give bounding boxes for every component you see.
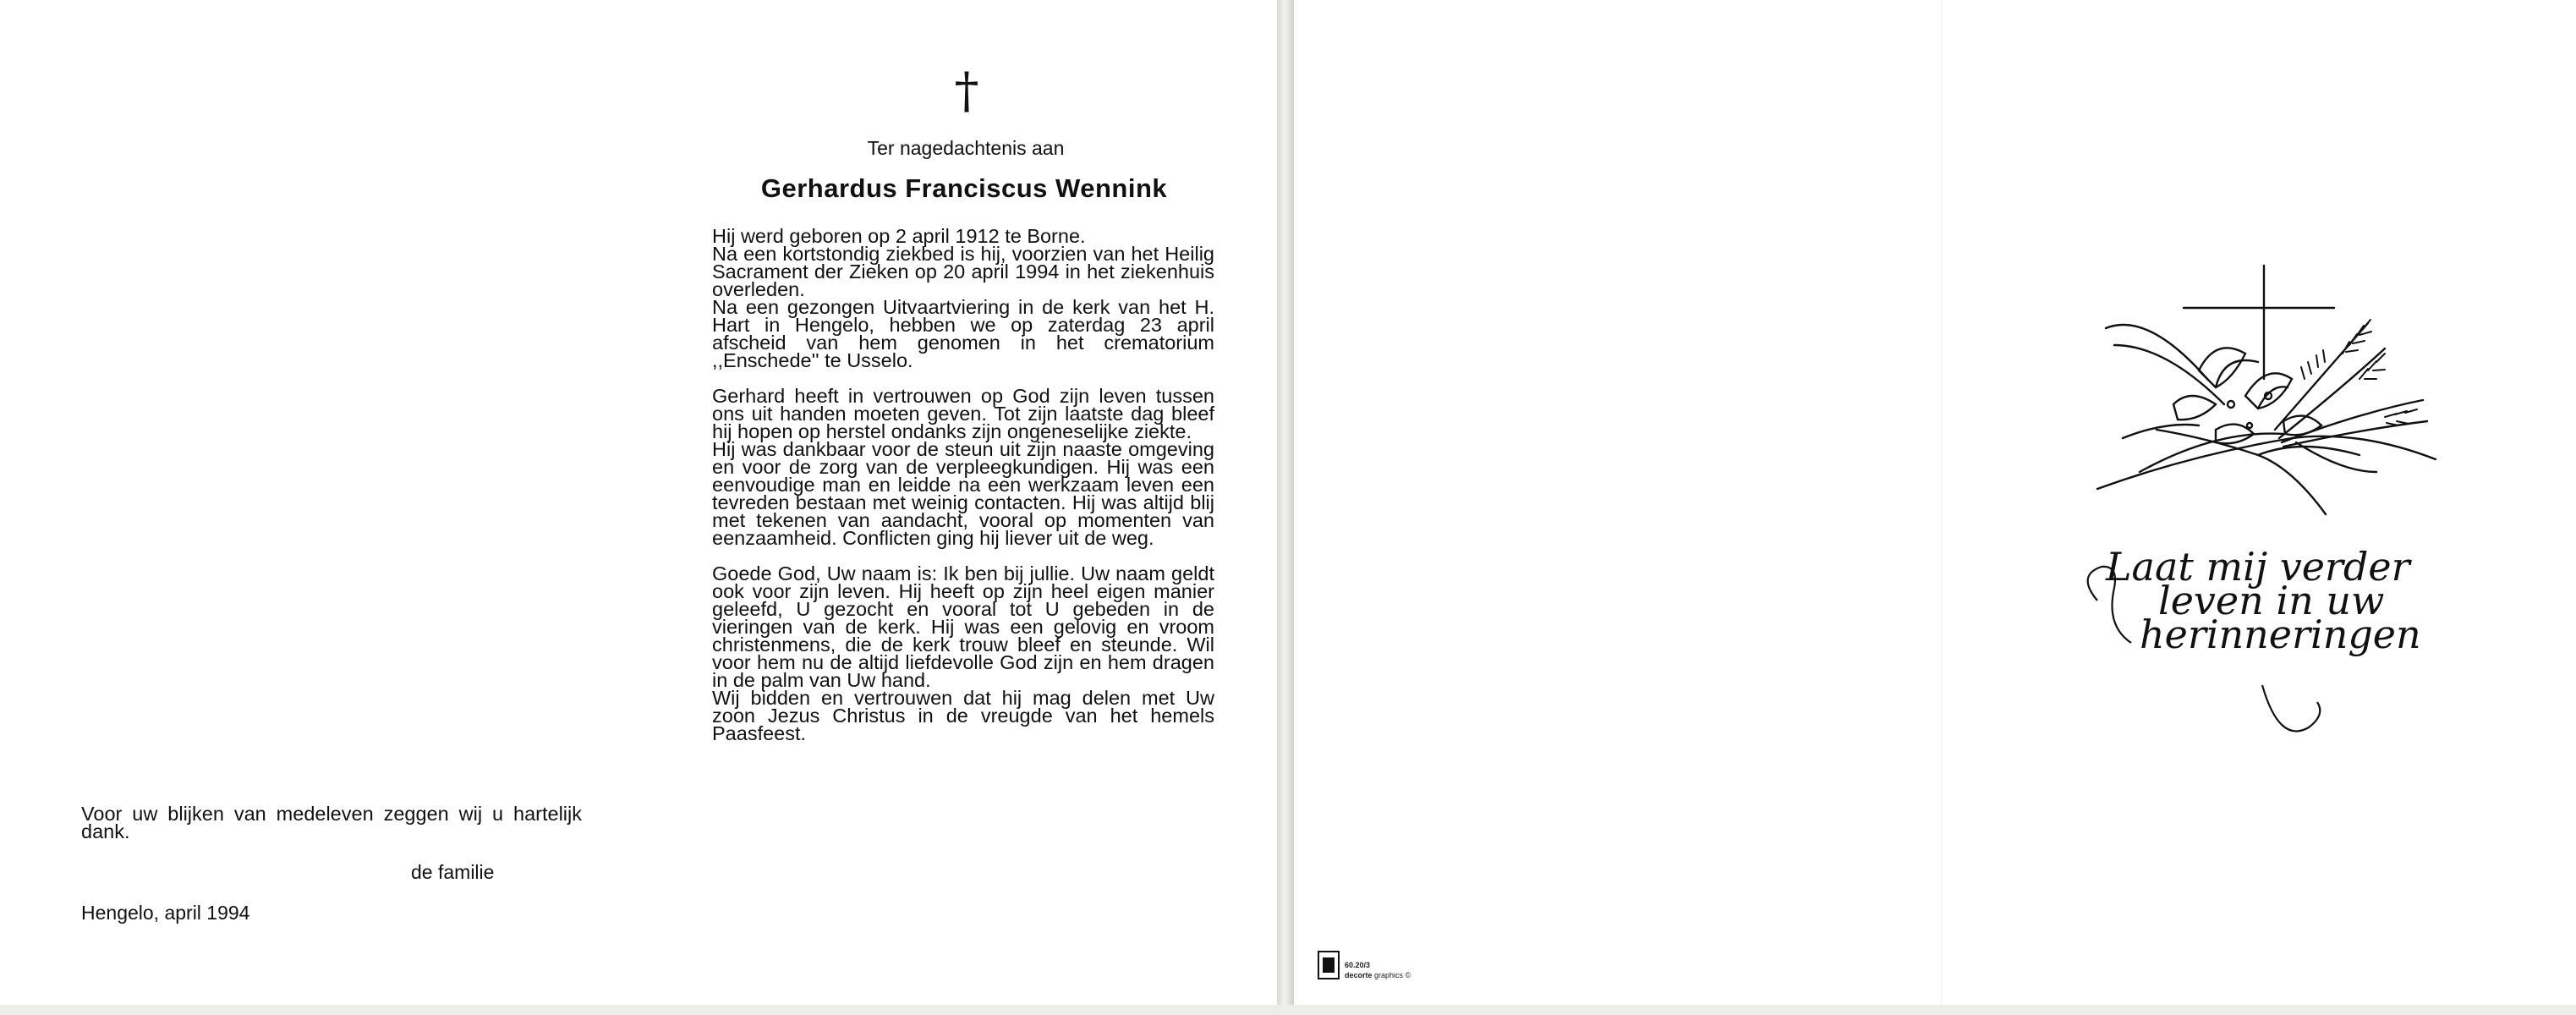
scan-bottom-edge <box>0 1005 2576 1015</box>
family-signature: de familie <box>411 861 495 883</box>
text-line: Na een kortstondig ziekbed is hij, voorzien van het Heilig Sacrament der Zieken op 20 april 1994 in het ziekenhuis overleden. <box>712 243 1214 300</box>
in-memory-heading: Ter nagedachtenis aan <box>867 137 1065 159</box>
deceased-name: Gerhardus Franciscus Wennink <box>760 173 1168 203</box>
left-card <box>0 0 1277 1005</box>
publisher-name <box>1345 971 1411 979</box>
paragraph-prayer <box>712 562 1214 744</box>
paragraph-biography <box>712 225 1214 371</box>
publisher-code: 60.20/3 <box>1345 961 1371 969</box>
text-line: Na een gezongen Uitvaartviering in de kerk van het H. Hart in Hengelo, hebben we op zaterdag 23 april afscheid van hem genomen in het crematorium ,,Enschede'' te Usselo. <box>712 296 1214 371</box>
publisher-suffix: graphics © <box>1374 971 1411 979</box>
text-line: Gerhard heeft in vertrouwen op God zijn leven tussen ons uit handen moeten geven. Tot zijn laatste dag bleef hij hopen op herstel ondanks zijn ongeneselijke ziekte. <box>712 385 1214 442</box>
text-line: Wij bidden en vertrouwen dat hij mag delen met Uw zoon Jezus Christus in de vreugde van het hemels Paasfeest. <box>712 687 1214 744</box>
place-date: Hengelo, april 1994 <box>81 902 250 924</box>
verse-line: leven in uw <box>2158 578 2385 623</box>
text-line: Hij werd geboren op 2 april 1912 te Borne. <box>712 225 1086 247</box>
thanks-note: Voor uw blijken van medeleven zeggen wij u hartelijk dank. <box>81 803 582 842</box>
fold-line <box>1941 0 1942 1005</box>
publisher-logo-icon <box>1318 951 1340 979</box>
calligraphy-flourish <box>2080 544 2436 753</box>
publisher-brand: decorte <box>1345 971 1373 979</box>
verse-line: herinneringen <box>2140 612 2421 657</box>
calligraphy-verse <box>2080 544 2436 657</box>
text-line: Goede God, Uw naam is: Ik ben bij jullie. Uw naam geldt ook voor zijn leven. Hij heeft op zijn heel eigen manier geleefd, U gezocht en vooral tot U gebeden in de vieringen van de kerk. Hij was een gelovig en vroom christenmens, die de kerk trouw bleef en steunde. Wil voor hem nu de altijd liefdevolle God zijn en hem dragen in de palm van Uw hand. <box>712 562 1214 691</box>
card-fold-gutter <box>1277 0 1294 1015</box>
memorial-text <box>712 225 1214 760</box>
paragraph-character <box>712 387 1214 547</box>
text-line: Hij was dankbaar voor de steun uit zijn naaste omgeving en voor de zorg van de verpleegkundigen. Hij was een eenvoudige man en leidde na een werkzaam leven een tevreden bestaan met weinig contacten. Hij was altijd blij met tekenen van aandacht, vooral op momenten van eenzaamheid. Conflicten ging hij liever uit de weg. <box>712 438 1214 549</box>
cross-with-lilies-and-wheat-icon <box>2089 261 2444 531</box>
cross-icon: † <box>954 62 979 119</box>
verse-line: Laat mij verder <box>2106 544 2410 590</box>
